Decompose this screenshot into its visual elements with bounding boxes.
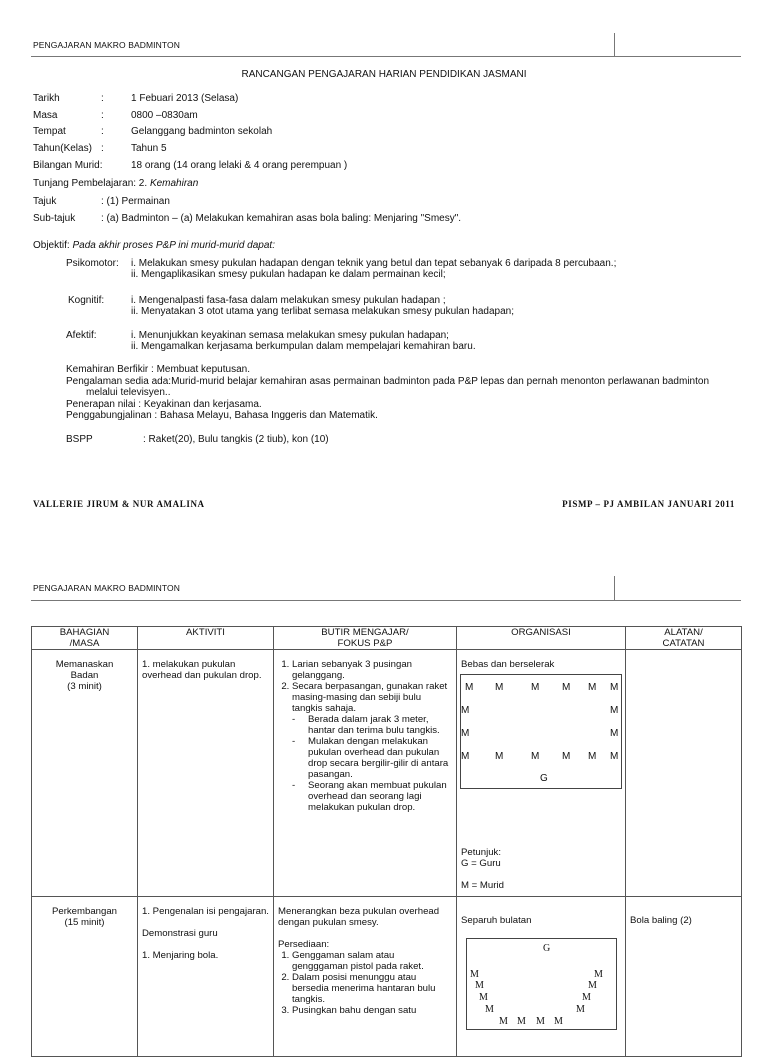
header-rule	[31, 56, 741, 57]
kognitif-label: Kognitif:	[68, 295, 105, 306]
col-header: ORGANISASI	[457, 627, 626, 650]
alatan-cell	[626, 650, 742, 897]
tajuk-line: Tajuk : (1) Permainan	[33, 196, 170, 207]
org-diagram-semicircle: G M M M M M M M M M M M M	[466, 938, 617, 1030]
field-row: Bilangan Murid: 18 orang (14 orang lelaki & 4 orang perempuan )	[33, 160, 348, 171]
col-header: AKTIVITI	[138, 627, 274, 650]
footer-left: VALLERIE JIRUM & NUR AMALINA	[33, 499, 205, 509]
psikomotor-list: i. Melakukan smesy pukulan hadapan dengan teknik yang betul dan tepat sebanyak 6 daripada 8 percubaan.; ii. Mengaplikasikan smesy pukulan hadapan ke dalam permainan kecil;	[131, 258, 617, 280]
aktiviti-cell: 1. Pengenalan isi pengajaran. Demonstrasi guru 1. Menjaring bola.	[138, 897, 274, 1057]
table-row	[32, 897, 742, 1057]
kognitif-list: i. Mengenalpasti fasa-fasa dalam melakukan smesy pukulan hadapan ; ii. Menyatakan 3 otot utama yang terlibat semasa melakukan smesy pukulan hadapan;	[131, 295, 514, 317]
tunjang-line: Tunjang Pembelajaran: 2. Kemahiran	[33, 178, 199, 189]
field-row: Tahun(Kelas) : Tahun 5	[33, 143, 167, 154]
butir-cell: Menerangkan beza pukulan overhead dengan pukulan smesy. Persediaan: 1. Genggaman salam atau gengggaman pistol pada raket. 2. Dalam posisi menunggu atau bersedia menerima hantaran bulu tangkis. 3. Pusingkan bahu dengan satu	[274, 897, 457, 1057]
bahagian-cell: Memanaskan Badan (3 minit)	[32, 650, 138, 897]
bspp-value: : Raket(20), Bulu tangkis (2 tiub), kon (10)	[143, 434, 329, 445]
alatan-cell: Bola baling (2)	[626, 897, 742, 1057]
field-row: Tempat : Gelanggang badminton sekolah	[33, 126, 273, 137]
org-legend: Petunjuk: G = Guru M = Murid	[461, 847, 504, 891]
organisasi-cell: Separuh bulatan G M M M M M M M M M M M M	[457, 897, 626, 1057]
org-diagram-scattered: M M M M M M M M M M M M M M M M G	[460, 674, 622, 789]
page2-header: PENGAJARAN MAKRO BADMINTON	[33, 583, 180, 593]
organisasi-cell: Bebas dan berselerak M M M M M M M M M M M M M M M M G Petunjuk: G = Guru M = Murid	[457, 650, 626, 897]
psikomotor-label: Psikomotor:	[66, 258, 119, 269]
butir-cell: 1. Larian sebanyak 3 pusingan gelanggang. 2. Secara berpasangan, gunakan raket masing-masing dan sebiji bulu tangkis sahaja. - Berada dalam jarak 3 meter, hantar dan terima bulu tangkis. - Mulakan dengan melakukan pukulan overhead dan pukulan drop secara bergilir-gilir di antara pasangan. - Seorang akan membuat pukulan overhead dan seorang lagi melakukan pukulan drop.	[274, 650, 457, 897]
document-title: RANCANGAN PENGAJARAN HARIAN PENDIDIKAN JASMANI	[241, 69, 527, 80]
header-rule	[31, 600, 741, 601]
aktiviti-cell: 1. melakukan pukulan overhead dan pukulan drop.	[138, 650, 274, 897]
objektif-line: Objektif: Pada akhir proses P&P ini murid-murid dapat:	[33, 240, 275, 251]
additional-info: Kemahiran Berfikir : Membuat keputusan. Pengalaman sedia ada:Murid-murid belajar kemahiran asas permainan badminton pada P&P lepas dan pernah menonton perlawanan badminton melalui televisyen.. Penerapan nilai : Keyakinan dan kerjasama. Penggabungjalinan : Bahasa Melayu, Bahasa Inggeris dan Matematik.	[66, 364, 710, 421]
bspp-label: BSPP	[66, 434, 93, 445]
field-row: Masa : 0800 –0830am	[33, 110, 198, 121]
afektif-label: Afektif:	[66, 330, 97, 341]
header-divider	[614, 33, 615, 57]
header-divider	[614, 576, 615, 600]
lesson-plan-table	[31, 626, 742, 1057]
table-header-row	[32, 627, 742, 650]
field-row: Tarikh : 1 Febuari 2013 (Selasa)	[33, 93, 239, 104]
page1-header: PENGAJARAN MAKRO BADMINTON	[33, 40, 180, 50]
col-header: ALATAN/ CATATAN	[626, 627, 742, 650]
col-header: BAHAGIAN /MASA	[32, 627, 138, 650]
afektif-list: i. Menunjukkan keyakinan semasa melakukan smesy pukulan hadapan; ii. Mengamalkan kerjasama berkumpulan dalam mempelajari kemahiran baru.	[131, 330, 476, 352]
footer-right: PISMP – PJ AMBILAN JANUARI 2011	[562, 499, 735, 509]
table-row	[32, 650, 742, 897]
col-header: BUTIR MENGAJAR/ FOKUS P&P	[274, 627, 457, 650]
bahagian-cell: Perkembangan (15 minit)	[32, 897, 138, 1057]
subtajuk-line: Sub-tajuk : (a) Badminton – (a) Melakukan kemahiran asas bola baling: Menjaring "Smesy".	[33, 213, 462, 224]
